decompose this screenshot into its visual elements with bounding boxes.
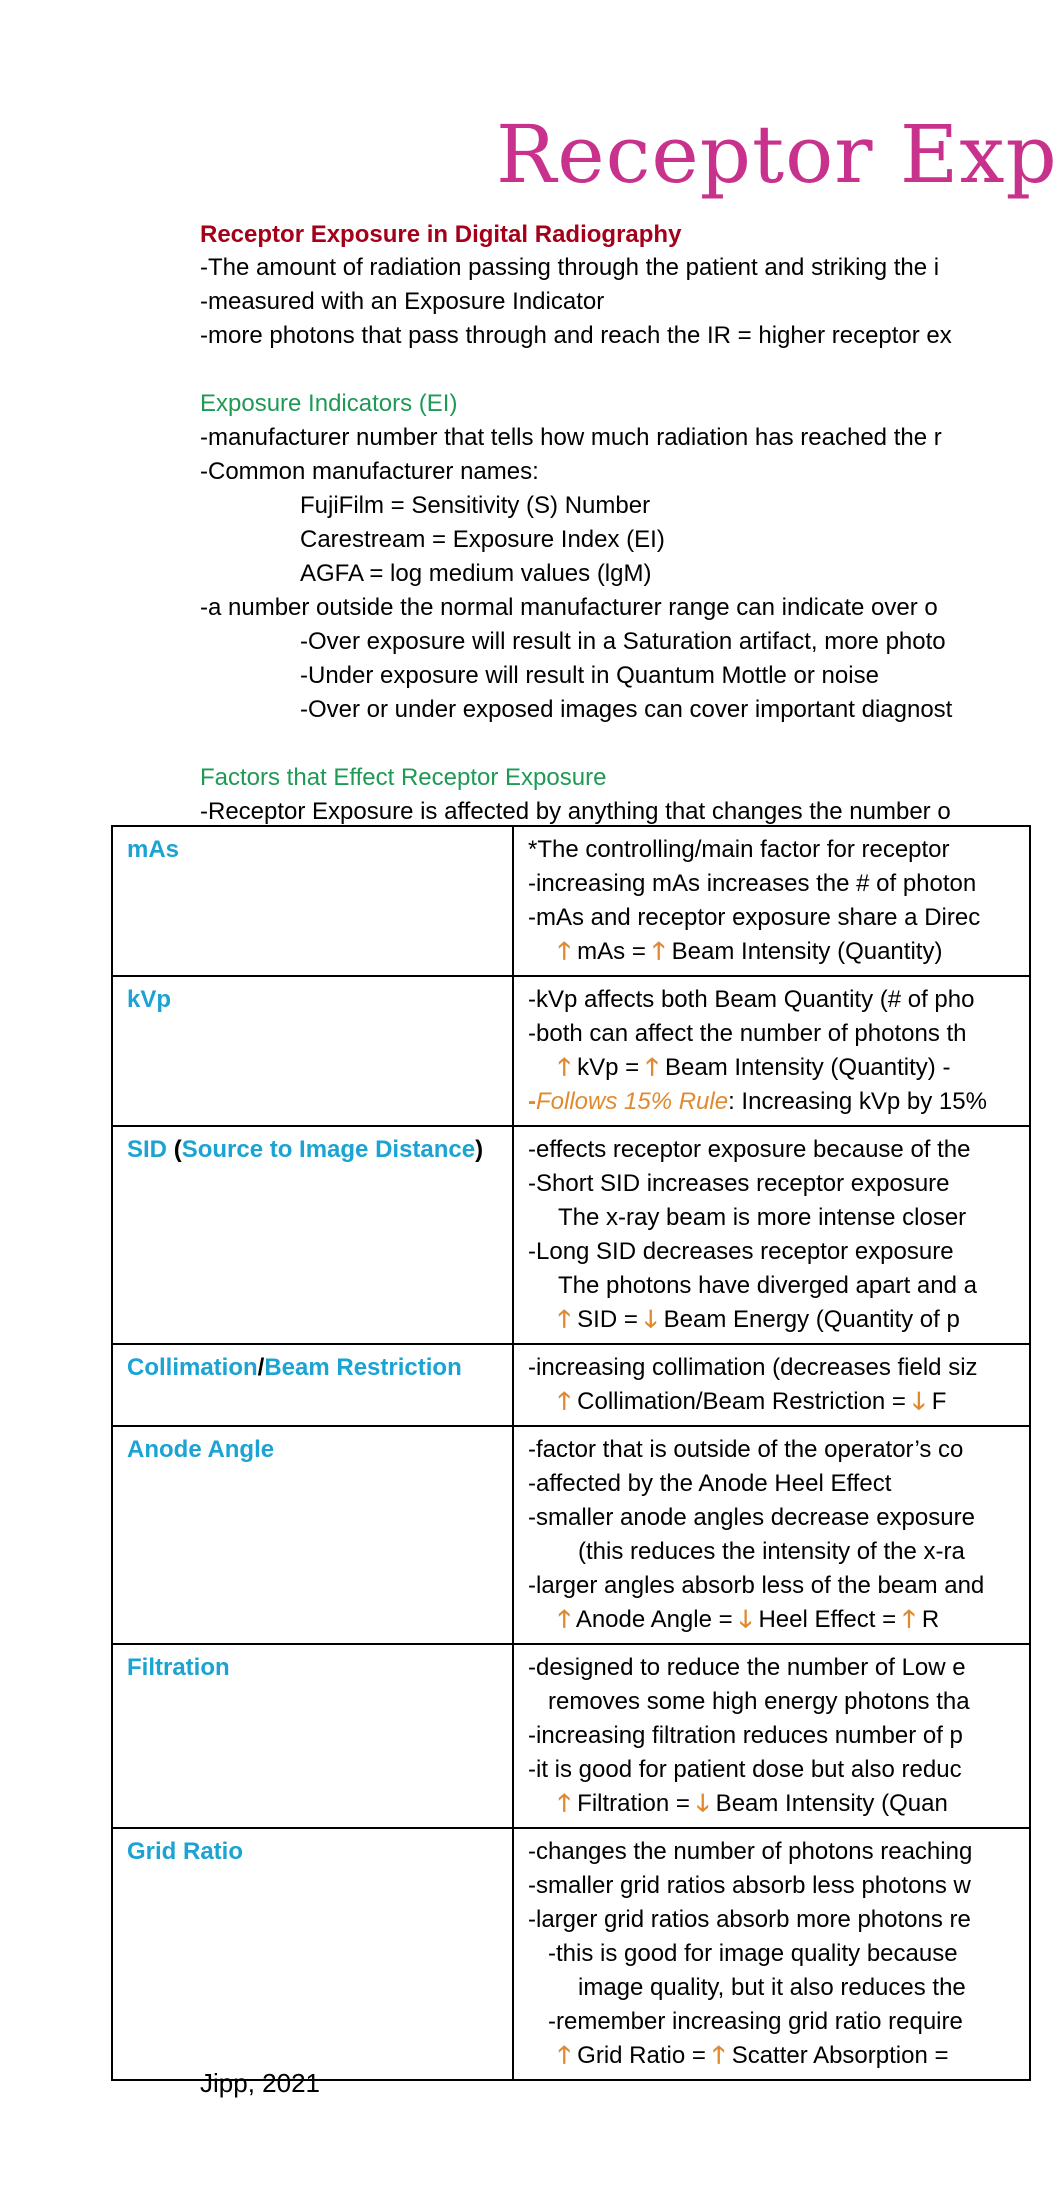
table-row-grid-ratio	[112, 1828, 1030, 2080]
relationship-text: Grid Ratio =	[570, 2042, 713, 2069]
description-cell	[513, 976, 1030, 1126]
footer-citation: Jipp, 2021	[200, 2068, 320, 2098]
factors-table	[111, 825, 1031, 2081]
arrow-up-icon: 🡑	[558, 1790, 571, 1817]
description-text: removes some high energy photons tha	[548, 1688, 970, 1715]
ei-manufacturer: AGFA = log medium values (lgM)	[300, 560, 652, 587]
description-line: -it is good for patient dose but also reduc	[528, 1756, 962, 1783]
intro-line: -measured with an Exposure Indicator	[200, 288, 605, 315]
factor-name: Collimation	[127, 1354, 258, 1381]
relationship-line	[528, 2039, 1029, 2073]
description-cell	[513, 1344, 1030, 1426]
ei-line: -Common manufacturer names:	[200, 458, 539, 485]
description-line: -kVp affects both Beam Quantity (# of pho	[528, 986, 975, 1013]
table-row-anode-angle	[112, 1426, 1030, 1644]
factors-line: -Receptor Exposure is affected by anything that changes the number o	[200, 798, 951, 825]
table-row-kvp	[112, 976, 1030, 1126]
arrow-down-icon: 🡓	[696, 1790, 710, 1817]
factor-name: Anode Angle	[127, 1436, 275, 1463]
description-line: -increasing mAs increases the # of photon	[528, 870, 977, 897]
relationship-text: Scatter Absorption =	[725, 2042, 949, 2069]
description-line	[528, 2005, 1029, 2039]
relationship-text: Collimation/Beam Restriction =	[570, 1388, 913, 1415]
arrow-up-icon: 🡑	[558, 938, 571, 965]
description-line: -smaller anode angles decrease exposure	[528, 1504, 975, 1531]
page-title: Receptor Exp	[496, 108, 1058, 201]
description-line: -designed to reduce the number of Low e	[528, 1654, 966, 1681]
description-line	[528, 1269, 1029, 1303]
relationship-text: Beam Intensity (Quantity) -	[658, 1054, 951, 1081]
slash-text: /	[257, 1354, 265, 1381]
factor-name: Grid Ratio	[127, 1838, 244, 1865]
arrow-up-icon: 🡑	[558, 2042, 571, 2069]
factors-heading: Factors that Effect Receptor Exposure	[200, 764, 607, 791]
factor-cell	[112, 976, 513, 1126]
relationship-text: Filtration =	[570, 1790, 697, 1817]
table-row-sid	[112, 1126, 1030, 1344]
arrow-up-icon: 🡑	[652, 938, 665, 965]
description-line	[528, 1685, 1029, 1719]
description-cell	[513, 1126, 1030, 1344]
factor-name: mAs	[127, 836, 180, 863]
ei-subpoint: -Under exposure will result in Quantum Mottle or noise	[300, 662, 879, 689]
factor-cell	[112, 1126, 513, 1344]
table-row-filtration	[112, 1644, 1030, 1828]
description-text: The x-ray beam is more intense closer	[558, 1204, 967, 1231]
description-text: The photons have diverged apart and a	[558, 1272, 977, 1299]
dash-text: -	[528, 1088, 536, 1115]
factor-name: SID	[127, 1136, 168, 1163]
ei-subpoint: -Over exposure will result in a Saturation artifact, more photo	[300, 628, 946, 655]
description-line: -larger grid ratios absorb more photons re	[528, 1906, 971, 1933]
arrow-up-icon: 🡑	[902, 1606, 916, 1633]
ei-subpoint: -Over or under exposed images can cover important diagnost	[300, 696, 953, 723]
factor-cell	[112, 1644, 513, 1828]
factor-name: kVp	[127, 986, 172, 1013]
description-line: -mAs and receptor exposure share a Direc	[528, 904, 981, 931]
description-line: -increasing collimation (decreases field siz	[528, 1354, 978, 1381]
description-line: -larger angles absorb less of the beam and	[528, 1572, 985, 1599]
ei-line: -a number outside the normal manufacturer range can indicate over o	[200, 594, 938, 621]
description-line	[528, 1535, 1029, 1569]
intro-line: -more photons that pass through and reach the IR = higher receptor ex	[200, 322, 952, 349]
description-cell	[513, 1426, 1030, 1644]
description-line: -affected by the Anode Heel Effect	[528, 1470, 892, 1497]
description-text: image quality, but it also reduces the	[578, 1974, 966, 2001]
description-line	[528, 1971, 1029, 2005]
relationship-text: Heel Effect =	[751, 1606, 903, 1633]
relationship-line	[528, 1787, 1029, 1821]
ei-heading: Exposure Indicators (EI)	[200, 390, 458, 417]
factor-name: Beam Restriction	[264, 1354, 462, 1381]
ei-manufacturer: FujiFilm = Sensitivity (S) Number	[300, 492, 651, 519]
description-text: : Increasing kVp by 15%	[728, 1088, 987, 1115]
arrow-up-icon: 🡑	[558, 1306, 571, 1333]
relationship-text: kVp =	[570, 1054, 646, 1081]
relationship-text: Beam Intensity (Quan	[709, 1790, 948, 1817]
intro-heading: Receptor Exposure in Digital Radiography	[200, 221, 682, 248]
factor-cell	[112, 826, 513, 976]
description-line: -Long SID decreases receptor exposure	[528, 1238, 954, 1265]
relationship-text: Beam Energy (Quantity of p	[657, 1306, 960, 1333]
arrow-up-icon: 🡑	[558, 1388, 571, 1415]
table-row-mas	[112, 826, 1030, 976]
description-line: -Short SID increases receptor exposure	[528, 1170, 950, 1197]
arrow-down-icon: 🡓	[739, 1606, 752, 1633]
paren-text: (	[173, 1136, 182, 1163]
arrow-up-icon: 🡑	[558, 1054, 571, 1081]
relationship-line	[528, 1303, 1029, 1337]
relationship-text: Beam Intensity (Quantity)	[665, 938, 943, 965]
rule-text: Follows 15% Rule	[536, 1088, 729, 1115]
description-text: (this reduces the intensity of the x-ra	[578, 1538, 965, 1565]
description-line: -effects receptor exposure because of the	[528, 1136, 971, 1163]
factor-cell	[112, 1344, 513, 1426]
description-line: *The controlling/main factor for receptor	[528, 836, 950, 863]
arrow-down-icon: 🡓	[644, 1306, 657, 1333]
relationship-line	[528, 1051, 1029, 1085]
relationship-text: R	[915, 1606, 940, 1633]
description-text: -remember increasing grid ratio require	[548, 2008, 963, 2035]
relationship-text: SID =	[570, 1306, 645, 1333]
factor-name-full: Source to Image Distance	[181, 1136, 476, 1163]
paren-text: )	[475, 1136, 484, 1163]
description-line	[528, 1085, 1029, 1119]
arrow-up-icon: 🡑	[645, 1054, 659, 1081]
description-cell	[513, 826, 1030, 976]
relationship-text: Anode Angle =	[570, 1606, 740, 1633]
arrow-up-icon: 🡑	[558, 1606, 571, 1633]
description-line: -factor that is outside of the operator’s co	[528, 1436, 964, 1463]
description-line	[528, 1937, 1029, 1971]
arrow-up-icon: 🡑	[712, 2042, 726, 2069]
description-line: -changes the number of photons reaching	[528, 1838, 973, 1865]
relationship-line	[528, 935, 1029, 969]
ei-line: -manufacturer number that tells how much radiation has reached the r	[200, 424, 942, 451]
description-cell	[513, 1644, 1030, 1828]
relationship-text: F	[925, 1388, 947, 1415]
relationship-line	[528, 1603, 1029, 1637]
description-cell	[513, 1828, 1030, 2080]
description-text: -this is good for image quality because	[548, 1940, 958, 1967]
description-line	[528, 1201, 1029, 1235]
description-line: -smaller grid ratios absorb less photons w	[528, 1872, 971, 1899]
table-row-collimation	[112, 1344, 1030, 1426]
intro-line: -The amount of radiation passing through the patient and striking the i	[200, 254, 940, 281]
ei-manufacturer: Carestream = Exposure Index (EI)	[300, 526, 665, 553]
description-line: -both can affect the number of photons th	[528, 1020, 967, 1047]
relationship-text: mAs =	[570, 938, 653, 965]
relationship-line	[528, 1385, 1029, 1419]
description-line: -increasing filtration reduces number of p	[528, 1722, 963, 1749]
factor-cell	[112, 1828, 513, 2080]
factor-cell	[112, 1426, 513, 1644]
arrow-down-icon: 🡓	[912, 1388, 926, 1415]
factor-name: Filtration	[127, 1654, 230, 1681]
